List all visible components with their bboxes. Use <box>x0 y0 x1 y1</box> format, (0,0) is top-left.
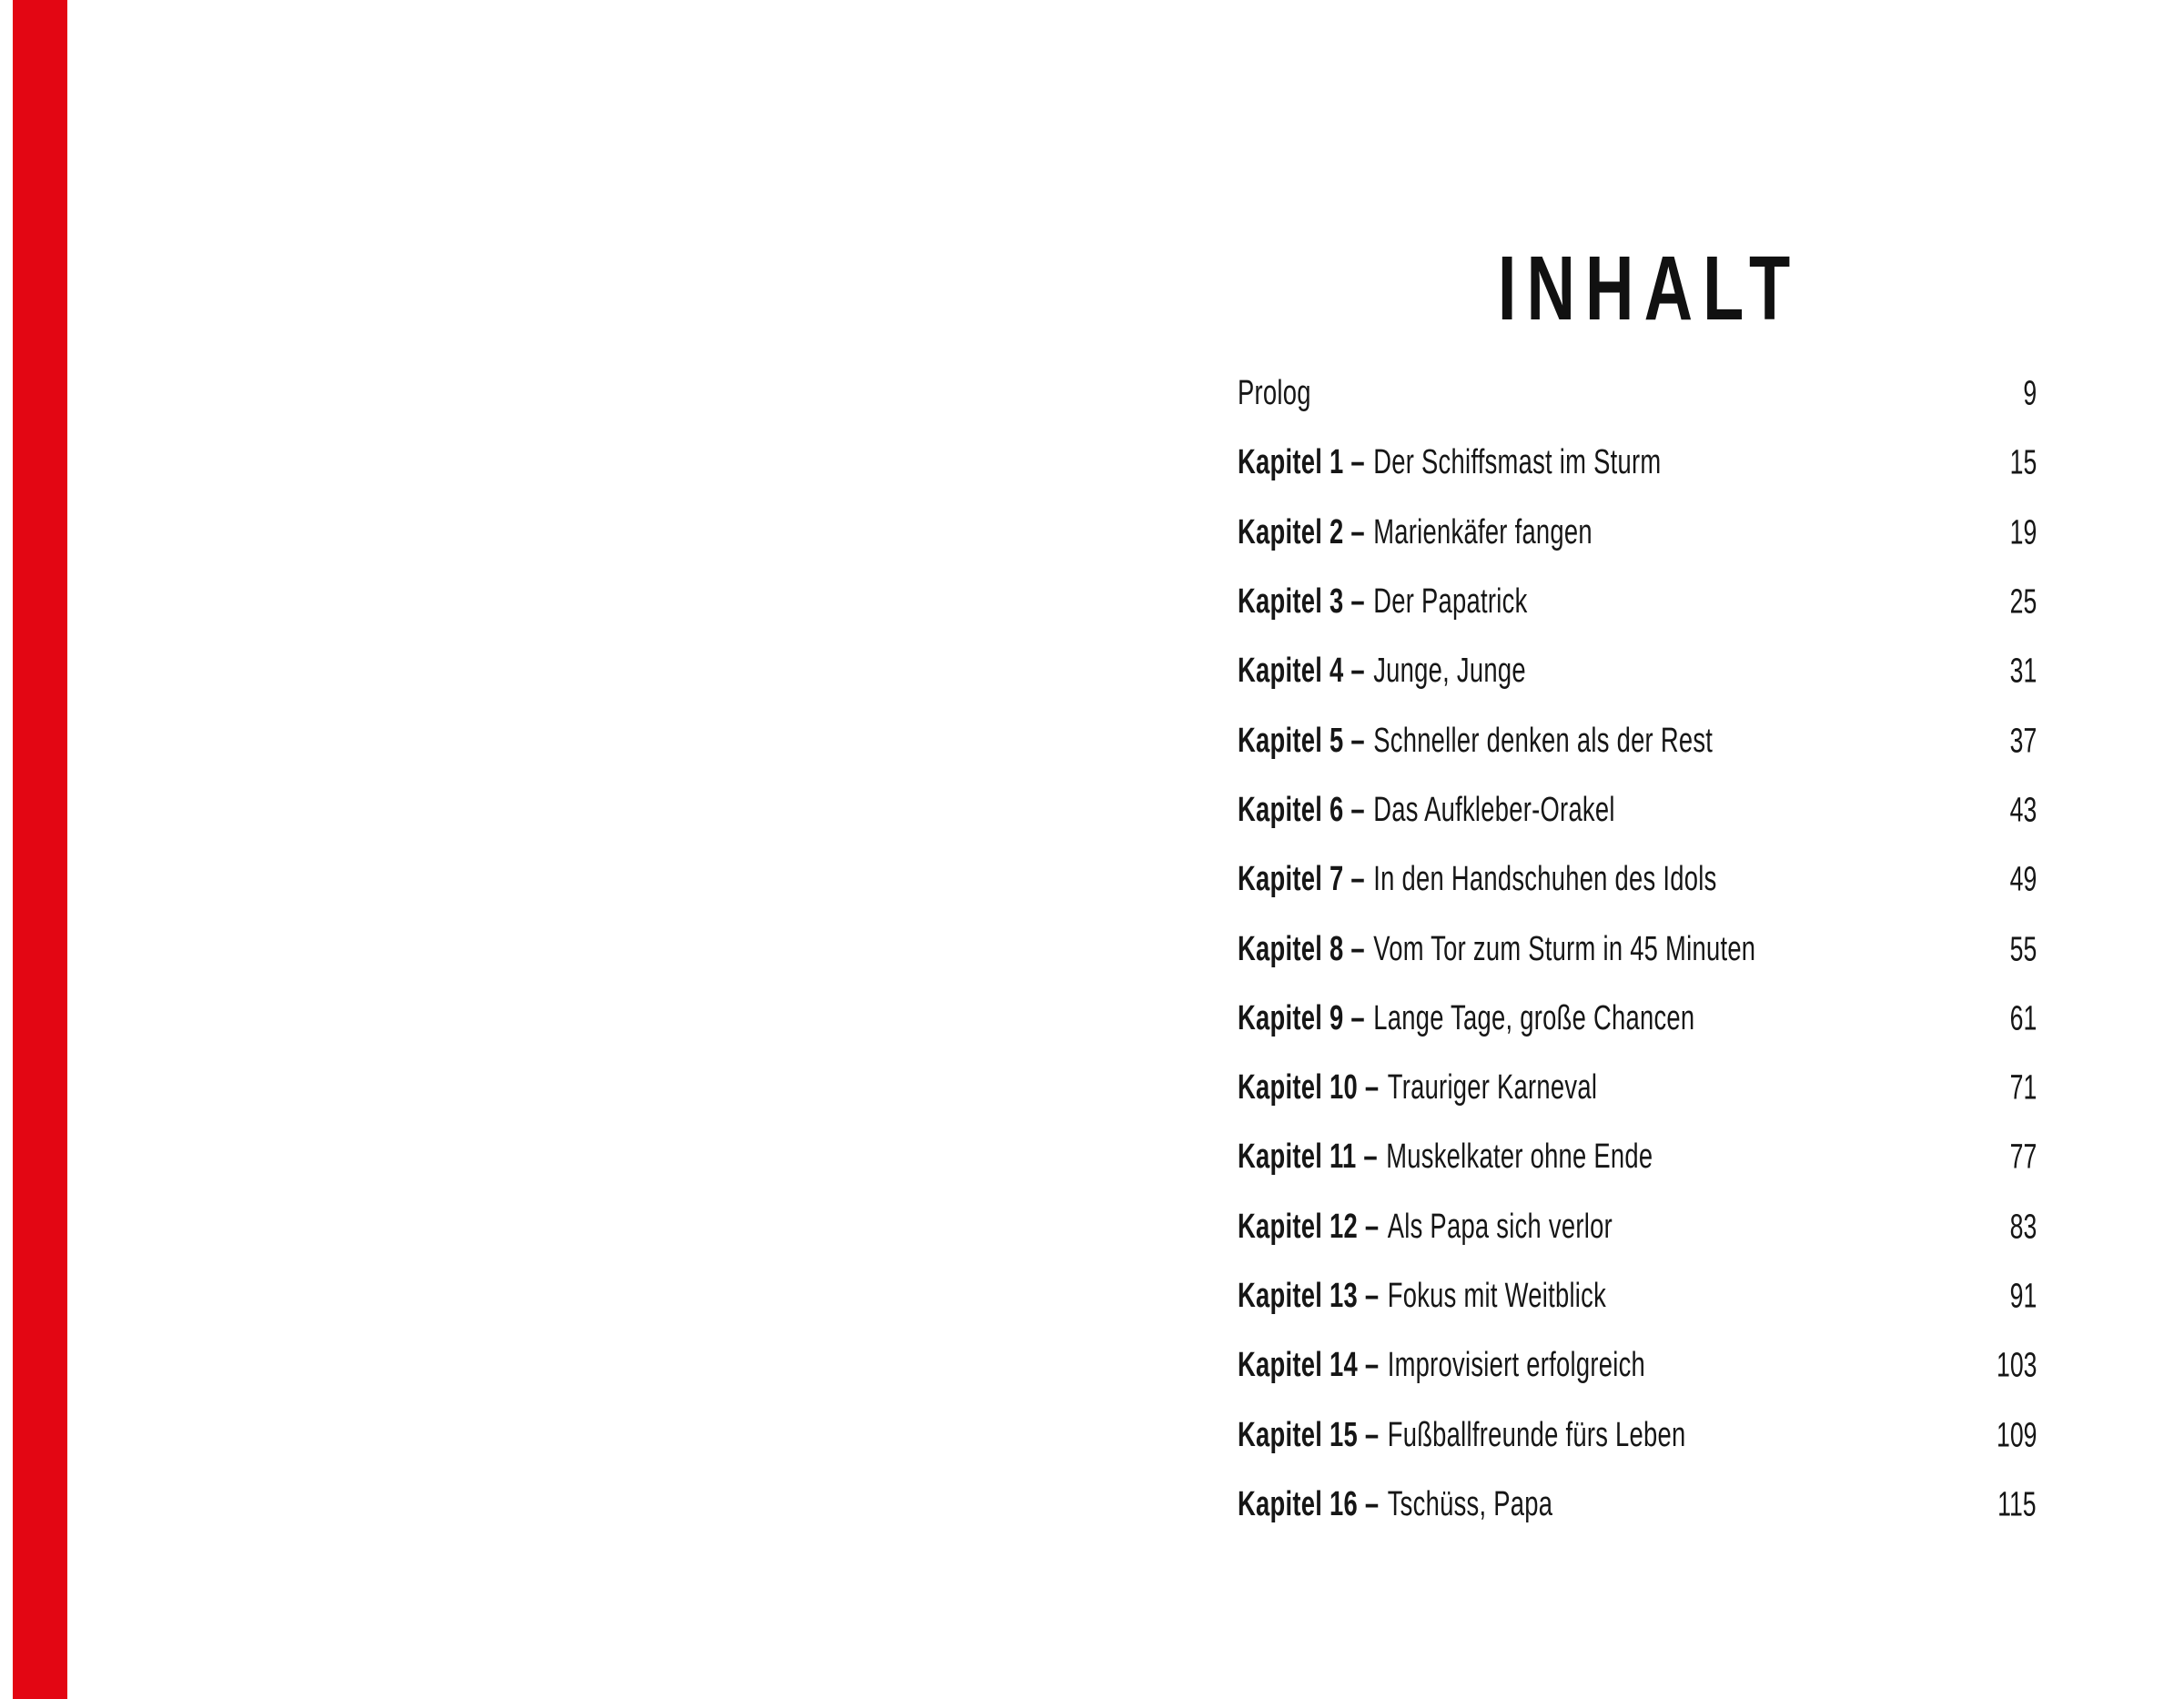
toc-entry <box>1238 1262 2037 1331</box>
toc-entry-chapter: Kapitel 5 – <box>1238 721 1365 760</box>
toc-entry <box>1238 706 2037 775</box>
toc-entry-page-number: 83 <box>2009 1208 2037 1247</box>
toc-entry-title: Der Papatrick <box>1373 582 1528 622</box>
accent-stripe <box>13 0 67 1699</box>
toc-entry <box>1238 1123 2037 1192</box>
toc-entry-title: Fokus mit Weitblick <box>1387 1277 1607 1316</box>
toc-entry <box>1238 1471 2037 1540</box>
toc-entry-title: Der Schiffsmast im Sturm <box>1373 443 1662 482</box>
toc-entry-chapter: Kapitel 13 – <box>1238 1277 1380 1316</box>
toc-entry <box>1238 915 2037 984</box>
toc-entry-title: Improvisiert erfolgreich <box>1387 1346 1646 1385</box>
toc-entry-title: Als Papa sich verlor <box>1387 1207 1613 1246</box>
toc-entry-label <box>1238 443 1661 485</box>
toc-entry-title: Schneller denken als der Rest <box>1373 721 1714 760</box>
toc-entry-chapter: Kapitel 1 – <box>1238 443 1365 482</box>
toc-entry-title: Lange Tage, große Chancen <box>1373 999 1695 1038</box>
page-title: INHALT <box>1497 238 1801 339</box>
toc-entry-label <box>1238 1276 1606 1318</box>
toc-entry-title: Prolog <box>1238 374 1311 413</box>
toc-entry <box>1238 1331 2037 1401</box>
toc-entry-chapter: Kapitel 3 – <box>1238 582 1365 622</box>
toc-entry-label <box>1238 859 1717 901</box>
toc-entry-page-number: 15 <box>2009 443 2037 482</box>
toc-entry <box>1238 1401 2037 1470</box>
toc-entry <box>1238 776 2037 845</box>
toc-entry-label <box>1238 929 1755 971</box>
toc-entry <box>1238 429 2037 498</box>
toc-entry <box>1238 499 2037 568</box>
toc-entry-label <box>1238 721 1713 763</box>
toc-entry-title: Junge, Junge <box>1373 652 1526 691</box>
toc-entry-page-number: 31 <box>2009 652 2037 691</box>
toc-entry-label <box>1238 582 1528 623</box>
toc-entry-page-number: 9 <box>2023 374 2037 413</box>
toc-entry <box>1238 568 2037 637</box>
toc-entry-page-number: 49 <box>2009 860 2037 899</box>
toc-entry-page-number: 91 <box>2009 1277 2037 1316</box>
toc-entry-label <box>1238 373 1311 415</box>
toc-entry-label <box>1238 1207 1613 1249</box>
toc-entry-label <box>1238 1067 1597 1109</box>
toc-entry-chapter: Kapitel 9 – <box>1238 999 1365 1038</box>
toc-entry-page-number: 115 <box>1997 1485 2037 1524</box>
toc-entry-chapter: Kapitel 10 – <box>1238 1068 1380 1107</box>
toc-entry-chapter: Kapitel 7 – <box>1238 860 1365 899</box>
toc-entry-label <box>1238 1346 1645 1388</box>
toc-entry-title: Fußballfreunde fürs Leben <box>1387 1415 1686 1454</box>
toc-entry-page-number: 55 <box>2009 930 2037 969</box>
toc-entry-chapter: Kapitel 15 – <box>1238 1415 1380 1454</box>
toc-entry-label <box>1238 512 1592 554</box>
toc-entry-chapter: Kapitel 12 – <box>1238 1207 1380 1246</box>
toc-entry <box>1238 637 2037 706</box>
toc-entry-label <box>1238 998 1694 1040</box>
toc-entry-title: Muskelkater ohne Ende <box>1386 1138 1653 1177</box>
toc-entry <box>1238 359 2037 429</box>
toc-entry-title: Marienkäfer fangen <box>1373 512 1592 551</box>
table-of-contents <box>1238 359 2037 1540</box>
toc-entry-page-number: 77 <box>2009 1138 2037 1177</box>
toc-entry-page-number: 43 <box>2009 791 2037 830</box>
toc-entry-page-number: 109 <box>1996 1416 2037 1455</box>
toc-entry-chapter: Kapitel 14 – <box>1238 1346 1380 1385</box>
toc-entry-page-number: 37 <box>2009 722 2037 761</box>
toc-entry <box>1238 1193 2037 1262</box>
toc-entry-page-number: 71 <box>2009 1068 2037 1107</box>
toc-entry-chapter: Kapitel 2 – <box>1238 512 1365 551</box>
toc-entry-chapter: Kapitel 8 – <box>1238 929 1365 968</box>
toc-entry-chapter: Kapitel 11 – <box>1238 1138 1378 1177</box>
toc-entry-chapter: Kapitel 16 – <box>1238 1485 1380 1524</box>
toc-entry <box>1238 1054 2037 1123</box>
toc-entry-title: Das Aufkleber-Orakel <box>1373 791 1615 830</box>
toc-entry <box>1238 845 2037 915</box>
toc-entry-page-number: 103 <box>1996 1346 2037 1385</box>
toc-entry-title: Tschüss, Papa <box>1387 1485 1553 1524</box>
toc-entry-title: Trauriger Karneval <box>1387 1068 1598 1107</box>
toc-entry-title: In den Handschuhen des Idols <box>1373 860 1717 899</box>
toc-entry-label <box>1238 1138 1653 1179</box>
toc-entry <box>1238 985 2037 1054</box>
toc-entry-chapter: Kapitel 6 – <box>1238 791 1365 830</box>
toc-entry-page-number: 19 <box>2009 513 2037 552</box>
toc-entry-page-number: 25 <box>2009 582 2037 622</box>
toc-entry-chapter: Kapitel 4 – <box>1238 652 1365 691</box>
toc-entry-label <box>1238 790 1615 832</box>
toc-entry-title: Vom Tor zum Sturm in 45 Minuten <box>1373 929 1756 968</box>
toc-entry-label <box>1238 1484 1552 1526</box>
toc-entry-label <box>1238 1415 1685 1457</box>
toc-entry-page-number: 61 <box>2009 999 2037 1038</box>
toc-entry-label <box>1238 652 1526 693</box>
